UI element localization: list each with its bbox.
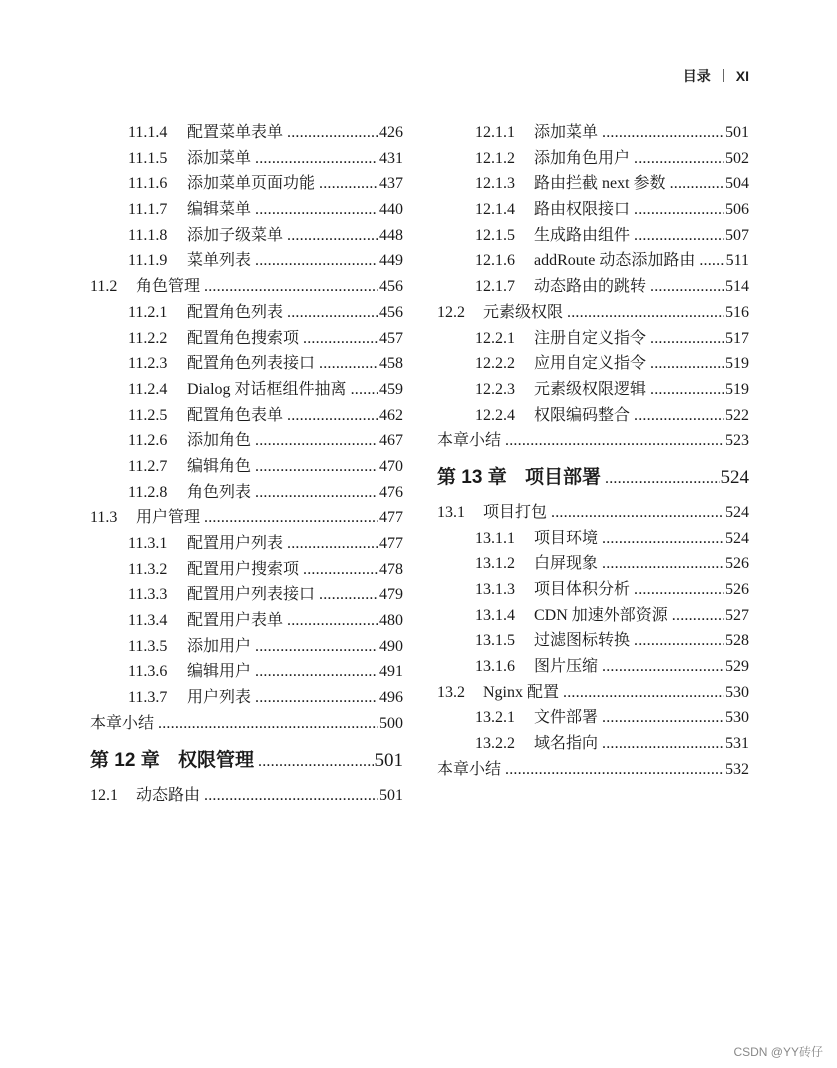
toc-entry-title: 注册自定义指令 xyxy=(534,329,647,347)
toc-entry-page: 501 xyxy=(725,124,749,141)
dot-leader xyxy=(602,120,724,146)
toc-entry-title: 配置用户搜索项 xyxy=(187,560,300,578)
toc-entry-title: 角色管理 xyxy=(136,278,201,296)
toc-entry-number: 11.1.4 xyxy=(128,124,168,141)
dot-leader xyxy=(319,171,378,197)
dot-leader xyxy=(634,628,724,654)
toc-entry-page: 511 xyxy=(725,252,749,270)
toc-entry-page: 506 xyxy=(725,201,749,219)
dot-leader xyxy=(287,531,378,557)
toc-subsection[interactable] xyxy=(437,705,749,731)
dot-leader xyxy=(287,403,378,429)
dot-leader xyxy=(255,146,378,172)
dot-leader xyxy=(634,577,724,603)
toc-summary[interactable] xyxy=(437,757,749,783)
toc-entry-number: 13.1.6 xyxy=(475,658,515,676)
toc-entry-number: 11.3.5 xyxy=(128,637,168,655)
toc-entry-page: 514 xyxy=(725,278,749,296)
toc-subsection[interactable] xyxy=(437,171,749,197)
toc-entry-number: 11.2.2 xyxy=(128,329,168,347)
dot-leader xyxy=(204,783,378,809)
toc-entry-page: 530 xyxy=(725,709,749,727)
toc-subsection[interactable] xyxy=(90,428,403,454)
toc-entry-title: 白屏现象 xyxy=(534,555,599,573)
toc-entry-title: 编辑角色 xyxy=(187,457,252,475)
toc-subsection[interactable] xyxy=(90,197,403,223)
toc-subsection[interactable] xyxy=(437,603,749,629)
toc-right-column xyxy=(437,120,749,783)
toc-entry-page: 526 xyxy=(725,581,749,598)
toc-entry-page: 490 xyxy=(379,637,403,655)
dot-leader xyxy=(634,197,724,223)
toc-entry-title: 配置用户列表接口 xyxy=(187,586,316,604)
toc-entry-title: 本章小结 xyxy=(437,432,502,450)
toc-entry-page: 496 xyxy=(379,689,403,707)
toc-subsection[interactable] xyxy=(437,731,749,757)
running-header xyxy=(0,66,749,86)
toc-subsection[interactable] xyxy=(90,557,403,583)
toc-entry-page: 467 xyxy=(379,432,403,450)
dot-leader xyxy=(255,197,378,223)
toc-subsection[interactable] xyxy=(437,120,749,146)
dot-leader xyxy=(287,300,378,326)
toc-subsection[interactable] xyxy=(437,274,749,300)
dot-leader xyxy=(672,603,724,629)
toc-entry-number: 13.1.3 xyxy=(475,581,515,598)
toc-entry-page: 500 xyxy=(379,714,403,732)
toc-entry-number: 11.2.1 xyxy=(128,303,168,321)
toc-entry-number: 12.2.1 xyxy=(475,329,515,347)
toc-subsection[interactable] xyxy=(437,326,749,352)
toc-entry-number: 12.1.5 xyxy=(475,226,515,244)
toc-subsection[interactable] xyxy=(437,628,749,654)
toc-entry-number: 11.3 xyxy=(90,509,118,527)
dot-leader xyxy=(634,223,724,249)
toc-entry-page: 478 xyxy=(379,560,403,578)
toc-entry-number: 12.2.4 xyxy=(475,406,515,424)
toc-summary[interactable] xyxy=(437,428,749,454)
toc-entry-page: 523 xyxy=(725,432,749,450)
toc-entry-page: 519 xyxy=(725,380,749,398)
toc-entry-title: 路由权限接口 xyxy=(534,201,631,219)
toc-entry-page: 477 xyxy=(379,509,403,527)
toc-entry-title: 配置角色表单 xyxy=(187,406,284,424)
toc-entry-title: 项目环境 xyxy=(534,529,599,547)
toc-entry-number: 11.3.1 xyxy=(128,535,168,552)
toc-subsection[interactable] xyxy=(437,223,749,249)
toc-entry-page: 531 xyxy=(725,735,749,753)
toc-entry-number: 13.1.1 xyxy=(475,529,515,547)
toc-entry-title: 路由拦截 next 参数 xyxy=(534,175,666,193)
dot-leader xyxy=(567,300,724,326)
toc-summary[interactable] xyxy=(90,711,403,737)
toc-subsection[interactable] xyxy=(437,654,749,680)
toc-entry-number: 11.2.4 xyxy=(128,380,168,398)
toc-entry-page: 524 xyxy=(725,503,749,521)
toc-entry-number: 13.2 xyxy=(437,683,465,701)
dot-leader xyxy=(634,146,724,172)
toc-entry-title: 应用自定义指令 xyxy=(534,355,647,373)
toc-entry-title: 菜单列表 xyxy=(187,252,252,270)
dot-leader xyxy=(287,223,378,249)
toc-entry-title: 添加子级菜单 xyxy=(187,226,284,244)
toc-entry-page: 456 xyxy=(379,278,403,296)
dot-leader xyxy=(204,505,378,531)
toc-left-column xyxy=(90,120,403,808)
dot-leader xyxy=(255,685,378,711)
dot-leader xyxy=(287,120,378,146)
toc-entry-page: 524 xyxy=(720,466,749,488)
toc-entry-number: 12.1.1 xyxy=(475,124,515,141)
toc-entry-title: 元素级权限 xyxy=(483,303,564,321)
toc-entry-page: 440 xyxy=(379,201,403,219)
toc-entry-number: 12.2 xyxy=(437,303,465,321)
toc-entry-number: 11.1.5 xyxy=(128,149,168,167)
toc-subsection[interactable] xyxy=(437,403,749,429)
toc-entry-title: 权限管理 xyxy=(178,749,255,771)
toc-entry-number: 13.1.4 xyxy=(475,606,515,624)
toc-subsection[interactable] xyxy=(90,171,403,197)
dot-leader xyxy=(563,680,724,706)
header-section-title: 目录 xyxy=(682,68,711,84)
toc-entry-number: 11.1.8 xyxy=(128,226,168,244)
toc-subsection[interactable] xyxy=(437,248,749,274)
dot-leader xyxy=(319,351,378,377)
toc-entry-number: 12.1.2 xyxy=(475,149,515,167)
dot-leader xyxy=(303,326,378,352)
header-page-number: XI xyxy=(735,68,749,84)
toc-subsection[interactable] xyxy=(90,377,403,403)
toc-subsection[interactable] xyxy=(90,351,403,377)
toc-entry-title: 项目体积分析 xyxy=(534,581,631,598)
toc-entry-title: 添加用户 xyxy=(187,637,252,655)
dot-leader xyxy=(650,326,724,352)
toc-entry-page: 526 xyxy=(725,555,749,573)
toc-subsection[interactable] xyxy=(90,608,403,634)
toc-subsection[interactable] xyxy=(437,197,749,223)
toc-entry-title: 元素级权限逻辑 xyxy=(534,380,647,398)
toc-subsection[interactable] xyxy=(90,634,403,660)
toc-subsection[interactable] xyxy=(90,685,403,711)
toc-entry-page: 431 xyxy=(379,149,403,167)
toc-entry-number: 12.1.7 xyxy=(475,278,515,296)
toc-entry-page: 449 xyxy=(379,252,403,270)
dot-leader xyxy=(255,659,378,685)
toc-entry-number: 11.3.7 xyxy=(128,689,168,707)
toc-entry-title: 编辑菜单 xyxy=(187,201,252,219)
toc-entry-page: 437 xyxy=(379,175,403,193)
toc-entry-page: 462 xyxy=(379,406,403,424)
toc-entry-number: 13.1.5 xyxy=(475,632,515,650)
dot-leader xyxy=(605,459,719,499)
toc-entry-title: 动态路由 xyxy=(136,786,201,804)
dot-leader xyxy=(255,634,378,660)
toc-entry-number: 11.2.8 xyxy=(128,483,168,501)
dot-leader xyxy=(255,454,378,480)
toc-subsection[interactable] xyxy=(437,146,749,172)
toc-entry-page: 448 xyxy=(379,226,403,244)
toc-entry-page: 527 xyxy=(725,606,749,624)
toc-subsection[interactable] xyxy=(437,577,749,603)
toc-entry-title: CDN 加速外部资源 xyxy=(534,606,668,624)
toc-section[interactable] xyxy=(90,274,403,300)
dot-leader xyxy=(351,377,378,403)
toc-entry-page: 459 xyxy=(379,380,403,398)
toc-entry-title: 项目打包 xyxy=(483,503,548,521)
toc-entry-number: 11.2.6 xyxy=(128,432,168,450)
dot-leader xyxy=(699,248,724,274)
header-divider xyxy=(723,69,724,82)
toc-entry-title: Nginx 配置 xyxy=(483,683,560,701)
toc-entry-number: 12.2.2 xyxy=(475,355,515,373)
toc-subsection[interactable] xyxy=(90,582,403,608)
toc-subsection[interactable] xyxy=(90,120,403,146)
dot-leader xyxy=(634,403,724,429)
toc-entry-page: 530 xyxy=(725,683,749,701)
toc-entry-number: 11.1.6 xyxy=(128,175,168,193)
toc-section[interactable] xyxy=(90,505,403,531)
toc-entry-title: 配置用户表单 xyxy=(187,612,284,630)
toc-entry-number: 第 12 章 xyxy=(90,749,160,771)
toc-entry-title: 过滤图标转换 xyxy=(534,632,631,650)
toc-entry-page: 528 xyxy=(725,632,749,650)
dot-leader xyxy=(255,428,378,454)
toc-entry-page: 480 xyxy=(379,612,403,630)
toc-entry-title: 添加菜单 xyxy=(187,149,252,167)
toc-entry-title: 域名指向 xyxy=(534,735,599,753)
toc-entry-number: 12.1 xyxy=(90,786,118,804)
toc-section[interactable] xyxy=(437,500,749,526)
dot-leader xyxy=(602,654,724,680)
toc-entry-title: 用户管理 xyxy=(136,509,201,527)
toc-entry-page: 524 xyxy=(725,529,749,547)
toc-entry-title: 配置角色列表接口 xyxy=(187,355,316,373)
toc-subsection[interactable] xyxy=(90,403,403,429)
dot-leader xyxy=(255,480,378,506)
toc-subsection[interactable] xyxy=(90,531,403,557)
toc-entry-page: 470 xyxy=(379,457,403,475)
toc-entry-page: 504 xyxy=(725,175,749,193)
toc-chapter-heading[interactable] xyxy=(437,458,749,498)
dot-leader xyxy=(551,500,724,526)
toc-entry-page: 501 xyxy=(374,749,403,771)
dot-leader xyxy=(670,171,724,197)
toc-entry-number: 12.1.4 xyxy=(475,201,515,219)
toc-entry-page: 476 xyxy=(379,483,403,501)
toc-subsection[interactable] xyxy=(90,659,403,685)
toc-entry-number: 13.1.2 xyxy=(475,555,515,573)
toc-entry-page: 517 xyxy=(725,329,749,347)
toc-entry-number: 11.2.5 xyxy=(128,406,168,424)
toc-section[interactable] xyxy=(437,300,749,326)
toc-entry-number: 12.2.3 xyxy=(475,380,515,398)
toc-entry-number: 11.1.9 xyxy=(128,252,168,270)
toc-entry-page: 458 xyxy=(379,355,403,373)
toc-subsection[interactable] xyxy=(437,551,749,577)
dot-leader xyxy=(258,742,373,782)
toc-entry-title: Dialog 对话框组件抽离 xyxy=(187,380,347,398)
dot-leader xyxy=(505,428,724,454)
toc-entry-number: 13.2.1 xyxy=(475,709,515,727)
dot-leader xyxy=(602,731,724,757)
toc-entry-page: 529 xyxy=(725,658,749,676)
toc-entry-number: 11.2 xyxy=(90,278,118,296)
toc-entry-number: 12.1.3 xyxy=(475,175,515,193)
dot-leader xyxy=(602,526,724,552)
toc-entry-page: 477 xyxy=(379,535,403,552)
toc-subsection[interactable] xyxy=(90,300,403,326)
toc-entry-title: 本章小结 xyxy=(90,714,155,732)
toc-entry-page: 501 xyxy=(379,786,403,804)
toc-entry-number: 11.3.2 xyxy=(128,560,168,578)
toc-entry-page: 516 xyxy=(725,303,749,321)
toc-entry-number: 13.1 xyxy=(437,503,465,521)
toc-entry-title: addRoute 动态添加路由 xyxy=(534,252,696,270)
toc-entry-page: 457 xyxy=(379,329,403,347)
toc-entry-number: 11.1.7 xyxy=(128,201,168,219)
toc-entry-title: 图片压缩 xyxy=(534,658,599,676)
dot-leader xyxy=(287,608,378,634)
dot-leader xyxy=(303,557,378,583)
toc-entry-title: 编辑用户 xyxy=(187,663,252,681)
toc-entry-title: 配置角色搜索项 xyxy=(187,329,300,347)
dot-leader xyxy=(255,248,378,274)
toc-entry-page: 479 xyxy=(379,586,403,604)
toc-entry-number: 第 13 章 xyxy=(437,466,507,488)
toc-entry-number: 12.1.6 xyxy=(475,252,515,270)
dot-leader xyxy=(602,551,724,577)
toc-entry-title: 添加角色用户 xyxy=(534,149,631,167)
toc-entry-title: 配置用户列表 xyxy=(187,535,284,552)
toc-entry-title: 配置角色列表 xyxy=(187,303,284,321)
toc-entry-title: 生成路由组件 xyxy=(534,226,631,244)
toc-entry-number: 11.2.7 xyxy=(128,457,168,475)
dot-leader xyxy=(319,582,378,608)
toc-entry-title: 添加菜单页面功能 xyxy=(187,175,316,193)
toc-subsection[interactable] xyxy=(90,146,403,172)
toc-entry-title: 动态路由的跳转 xyxy=(534,278,647,296)
dot-leader xyxy=(650,351,724,377)
toc-subsection[interactable] xyxy=(90,454,403,480)
toc-entry-page: 519 xyxy=(725,355,749,373)
dot-leader xyxy=(158,711,378,737)
toc-entry-title: 添加菜单 xyxy=(534,124,599,141)
toc-section[interactable] xyxy=(90,783,403,809)
toc-subsection[interactable] xyxy=(437,377,749,403)
toc-entry-title: 权限编码整合 xyxy=(534,406,631,424)
toc-entry-number: 11.3.4 xyxy=(128,612,168,630)
toc-entry-title: 添加角色 xyxy=(187,432,252,450)
dot-leader xyxy=(505,757,724,783)
toc-entry-number: 11.2.3 xyxy=(128,355,168,373)
toc-entry-page: 426 xyxy=(379,124,403,141)
toc-entry-page: 507 xyxy=(725,226,749,244)
toc-subsection[interactable] xyxy=(90,480,403,506)
dot-leader xyxy=(602,705,724,731)
toc-entry-page: 456 xyxy=(379,303,403,321)
toc-section[interactable] xyxy=(437,680,749,706)
toc-entry-title: 本章小结 xyxy=(437,760,502,778)
toc-subsection[interactable] xyxy=(90,223,403,249)
toc-entry-title: 用户列表 xyxy=(187,689,252,707)
dot-leader xyxy=(650,377,724,403)
toc-entry-page: 532 xyxy=(725,760,749,778)
toc-subsection[interactable] xyxy=(437,351,749,377)
toc-entry-title: 文件部署 xyxy=(534,709,599,727)
toc-entry-number: 13.2.2 xyxy=(475,735,515,753)
toc-entry-number: 11.3.3 xyxy=(128,586,168,604)
toc-entry-title: 配置菜单表单 xyxy=(187,124,284,141)
toc-entry-title: 项目部署 xyxy=(525,466,602,488)
dot-leader xyxy=(650,274,724,300)
dot-leader xyxy=(204,274,378,300)
toc-subsection[interactable] xyxy=(437,526,749,552)
toc-entry-title: 角色列表 xyxy=(187,483,252,501)
toc-entry-page: 502 xyxy=(725,149,749,167)
toc-entry-page: 491 xyxy=(379,663,403,681)
toc-subsection[interactable] xyxy=(90,248,403,274)
toc-entry-page: 522 xyxy=(725,406,749,424)
toc-subsection[interactable] xyxy=(90,326,403,352)
watermark: CSDN @YY砖仔 xyxy=(733,1045,823,1059)
toc-entry-number: 11.3.6 xyxy=(128,663,168,681)
toc-chapter-heading[interactable] xyxy=(90,741,403,781)
